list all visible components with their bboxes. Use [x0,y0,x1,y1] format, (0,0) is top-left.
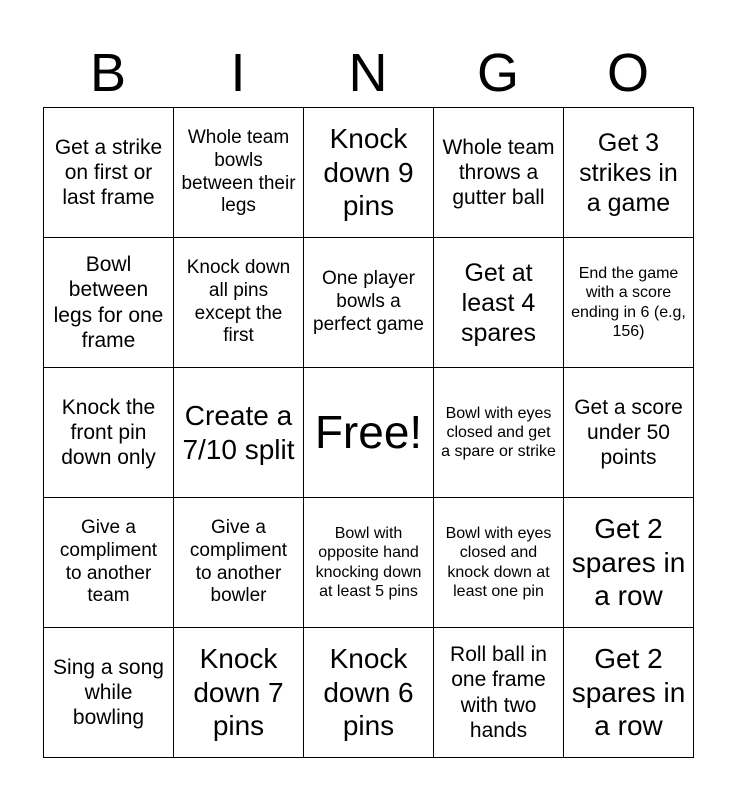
bingo-row [44,108,694,238]
header-letter-b: B [89,43,127,103]
bingo-cell[interactable]: Get a strike on first or last frame [44,108,174,238]
bingo-row [44,368,694,498]
free-space-cell[interactable]: Free! [304,368,434,498]
header-letter-o: O [606,43,649,103]
bingo-cell[interactable]: Knock down all pins except the first [174,238,304,368]
bingo-cell[interactable]: Knock down 6 pins [304,628,434,758]
header-letter-n: N [348,43,388,103]
bingo-cell[interactable]: Whole team throws a gutter ball [434,108,564,238]
bingo-cell[interactable]: Give a compliment to another bowler [174,498,304,628]
bingo-cell[interactable]: Bowl with opposite hand knocking down at least 5 pins [304,498,434,628]
bingo-cell[interactable]: Whole team bowls between their legs [174,108,304,238]
bingo-cell[interactable]: Roll ball in one frame with two hands [434,628,564,758]
bingo-cell[interactable]: End the game with a score ending in 6 (e.g, 156) [564,238,694,368]
bingo-row [44,628,694,758]
bingo-cell[interactable]: Get 3 strikes in a game [564,108,694,238]
bingo-cell[interactable]: Get 2 spares in a row [564,628,694,758]
bingo-cell[interactable]: Get a score under 50 points [564,368,694,498]
bingo-header [43,40,693,106]
bingo-cell[interactable]: Bowl with eyes closed and get a spare or strike [434,368,564,498]
bingo-cell[interactable]: Get at least 4 spares [434,238,564,368]
bingo-row [44,498,694,628]
bingo-cell[interactable]: Create a 7/10 split [174,368,304,498]
bingo-cell[interactable]: One player bowls a perfect game [304,238,434,368]
header-letter-g: G [476,43,519,103]
bingo-cell[interactable]: Get 2 spares in a row [564,498,694,628]
bingo-cell[interactable]: Knock down 9 pins [304,108,434,238]
bingo-cell[interactable]: Bowl between legs for one frame [44,238,174,368]
bingo-card [43,107,694,758]
bingo-cell[interactable]: Knock down 7 pins [174,628,304,758]
bingo-row [44,238,694,368]
bingo-cell[interactable]: Give a compliment to another team [44,498,174,628]
header-letter-i: I [230,43,246,103]
bingo-cell[interactable]: Sing a song while bowling [44,628,174,758]
bingo-cell[interactable]: Knock the front pin down only [44,368,174,498]
bingo-cell[interactable]: Bowl with eyes closed and knock down at least one pin [434,498,564,628]
